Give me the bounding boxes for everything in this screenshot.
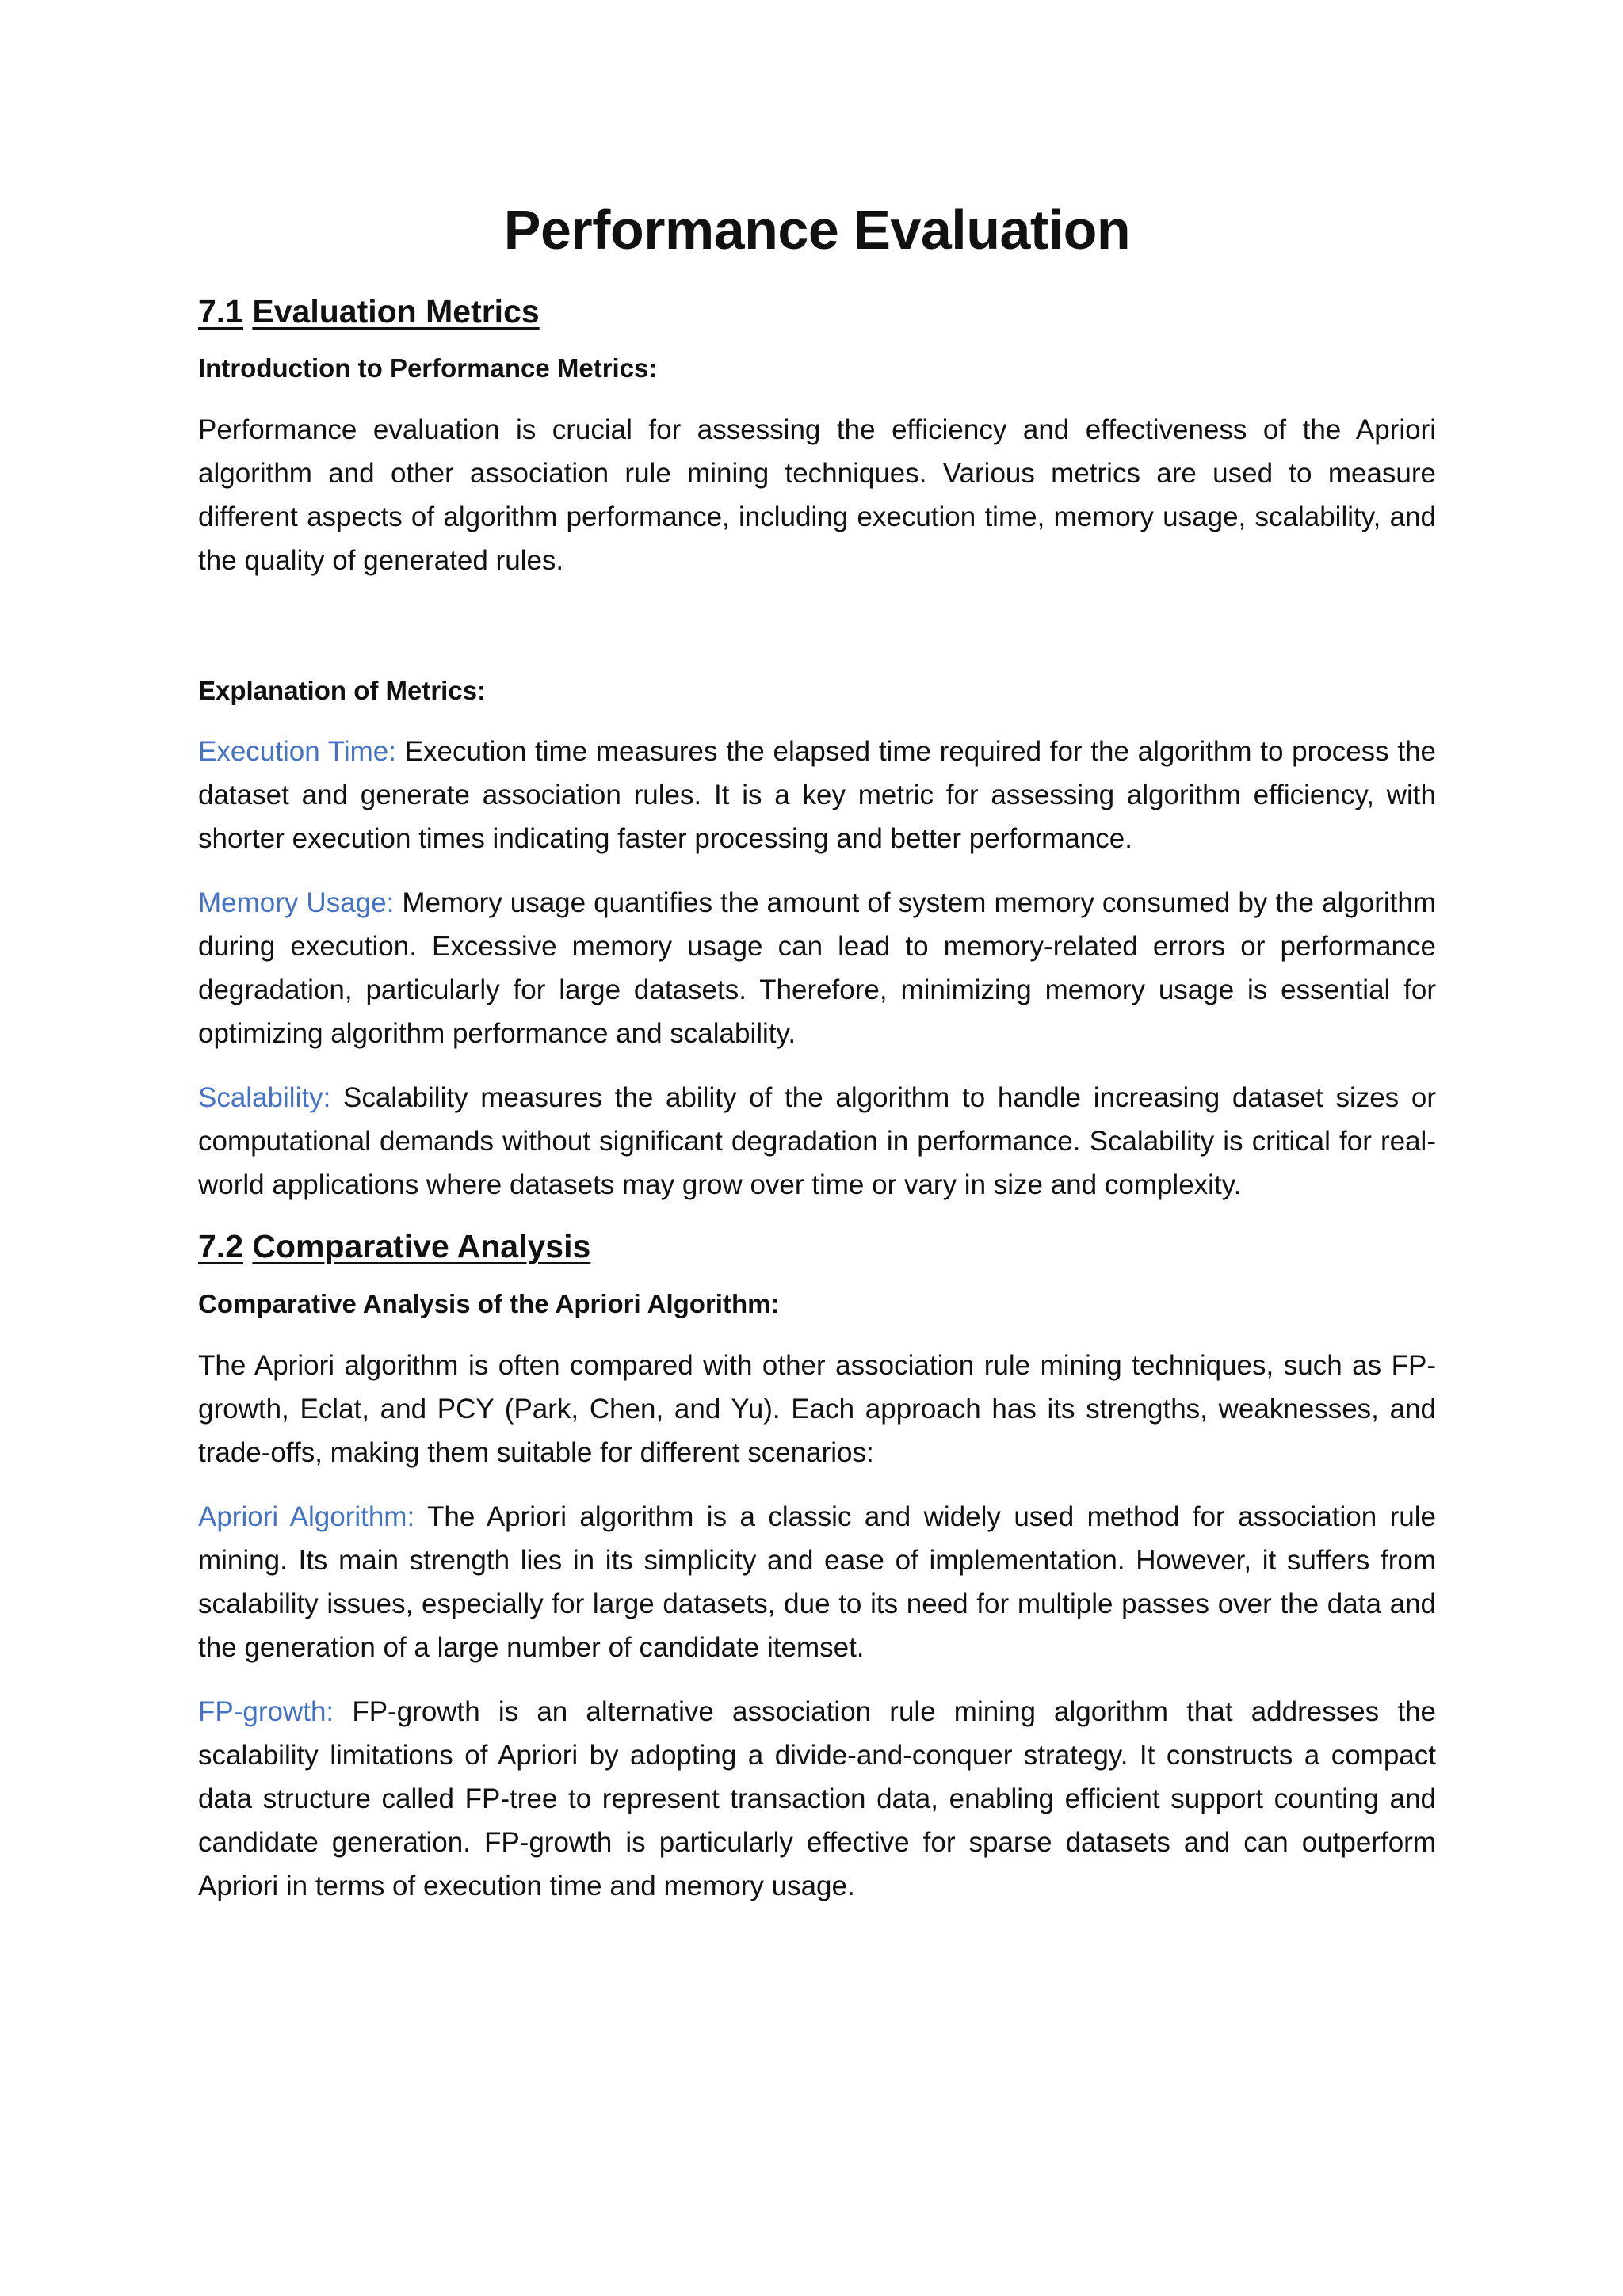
comparison-term: Apriori Algorithm: [198,1501,415,1532]
metric-term: Memory Usage: [198,887,395,919]
metric-paragraph-scalability [198,1076,1436,1207]
metric-term: Scalability: [198,1082,331,1114]
metric-paragraph-memory-usage [198,881,1436,1055]
metric-text: Scalability measures the ability of the algorithm to handle increasing dataset sizes or computational demands without significant degradation in performance. Scalability is critical for real-world applications where datasets may grow over time or vary in size and complexity. [198,1082,1436,1201]
explanation-heading: Explanation of Metrics: [198,675,487,705]
comparative-subheading: Comparative Analysis of the Apriori Algorithm: [198,1288,780,1318]
metric-text: Execution time measures the elapsed time required for the algorithm to process the dataset and generate association rules. It is a key metric for assessing algorithm efficiency, with shorter execution times indicating faster processing and better performance. [198,736,1436,855]
comparative-intro-paragraph: The Apriori algorithm is often compared with other association rule mining techniques, such as FP-growth, Eclat, and PCY (Park, Chen, and Yu). Each approach has its strengths, weaknesses, and trade-offs, making them suitable for different scenarios: [198,1349,1436,1468]
page-title: Performance Evaluation [503,199,1131,261]
metric-paragraph-execution-time [198,730,1436,860]
comparison-text: FP-growth is an alternative association rule mining algorithm that addresses the scalability limitations of Apriori by adopting a divide-and-conquer strategy. It constructs a compact data structure called FP-tree to represent transaction data, enabling efficient support counting and candidate generation. FP-growth is particularly effective for sparse datasets and can outperform Apriori in terms of execution time and memory usage. [198,1695,1436,1901]
comparison-text: The Apriori algorithm is a classic and widely used method for association rule mining. Its main strength lies in its simplicity and ease of implementation. However, it suffers from scalability issues, especially for large datasets, due to its need for multiple passes over the data and the generation of a large number of candidate itemset. [198,1501,1437,1663]
comparison-paragraph-apriori [198,1495,1436,1669]
intro-paragraph: Performance evaluation is crucial for assessing the efficiency and effectiveness of the Apriori algorithm and other association rule mining techniques. Various metrics are used to measure different aspects of algorithm performance, including execution time, memory usage, scalability, and the quality of generated rules. [198,414,1436,576]
section-number: 7.2 [198,1228,243,1265]
section-heading-evaluation-metrics [198,292,1436,331]
section-heading-text: Evaluation Metrics [252,292,540,330]
section-heading-text: Comparative Analysis [252,1228,591,1265]
metric-text: Memory usage quantifies the amount of system memory consumed by the algorithm during execution. Excessive memory usage can lead to memory-related errors or performance degradation, particularly for large datasets. Therefore, minimizing memory usage is essential for optimizing algorithm performance and scalability. [198,887,1436,1050]
intro-heading: Introduction to Performance Metrics: [198,353,658,383]
comparison-term: FP-growth: [198,1695,334,1727]
spacer [198,603,1436,674]
comparison-paragraph-fp-growth [198,1690,1436,1908]
section-number: 7.1 [198,292,243,330]
section-heading-comparative-analysis [198,1227,1436,1266]
document-page [198,198,1436,1928]
metric-term: Execution Time: [198,736,396,768]
